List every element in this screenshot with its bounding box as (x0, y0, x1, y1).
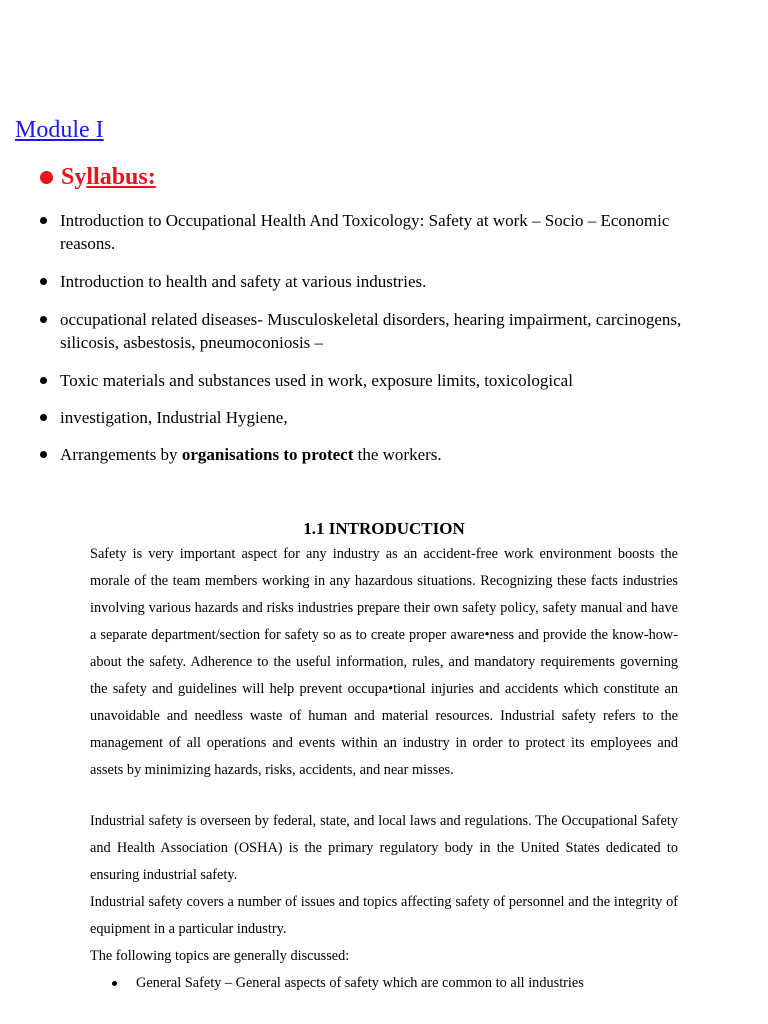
bullet-icon (40, 278, 47, 285)
syllabus-label: Syllabus: (61, 164, 156, 190)
module-title[interactable]: Module I (15, 117, 104, 143)
bullet-icon (40, 171, 53, 184)
bullet-icon (112, 981, 117, 986)
syllabus-item-text: Arrangements by organisations to protect the workers. (60, 445, 442, 464)
regulation-paragraph: Industrial safety is overseen by federal, state, and local laws and regulations. The Occupational Safety and Health Association (OSHA) is the primary regulatory body in the United States dedicated to ensuring industrial safety. (90, 813, 678, 883)
scope-paragraph: Industrial safety covers a number of issues and topics affecting safety of personnel and the integrity of equipment in a particular industry. (90, 894, 678, 937)
section-heading: 1.1 INTRODUCTION (303, 519, 465, 539)
intro-paragraph: Safety is very important aspect for any industry as an accident-free work environment boosts the morale of the team members working in any hazardous situations. Recognizing these facts industries involving various hazards and risks industries prepare their own safety policy, safety manual and have a separate department/section for safety so as to create proper aware•ness and provide the know-how-about the safety. Adherence to the useful information, rules, and mandatory requirements governing the safety and guidelines will help prevent occupa•tional injuries and accidents which constitute an unavoidable and needless waste of human and material resources. Industrial safety refers to the management of all operations and events within an industry in order to protect its employees and assets by minimizing hazards, risks, accidents, and near misses. (90, 546, 678, 778)
bullet-icon (40, 451, 47, 458)
syllabus-item-text: Introduction to Occupational Health And Toxicology: Safety at work – Socio – Economic reasons. (60, 211, 670, 253)
syllabus-item-text: Introduction to health and safety at various industries. (60, 272, 427, 291)
topic-item-text: General Safety – General aspects of safety which are common to all industries (136, 975, 584, 991)
syllabus-item-text: Toxic materials and substances used in work, exposure limits, toxicological (60, 371, 573, 390)
topics-intro: The following topics are generally discussed: (90, 948, 350, 964)
syllabus-item-text: investigation, Industrial Hygiene, (60, 408, 288, 427)
syllabus-heading (40, 162, 156, 192)
bullet-icon (40, 414, 47, 421)
bullet-icon (40, 377, 47, 384)
bold-phrase: organisations to protect (181, 445, 354, 464)
bullet-icon (40, 316, 47, 323)
bullet-icon (40, 217, 47, 224)
syllabus-item-text: occupational related diseases- Musculoskeletal disorders, hearing impairment, carcinogens, silicosis, asbestosis, pneumoconiosis – (60, 310, 682, 352)
